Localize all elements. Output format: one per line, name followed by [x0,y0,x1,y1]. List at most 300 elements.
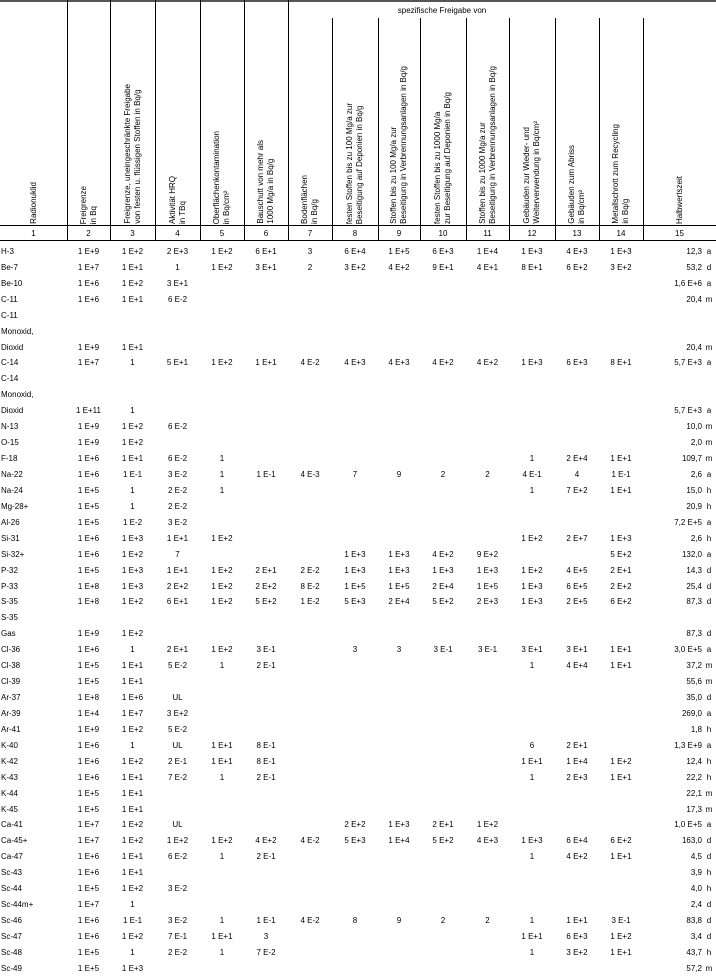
column-number: 3 [130,229,135,238]
half-life-unit: m [705,661,713,671]
table-cell-value: 1 E+6 [77,868,100,878]
table-cell-value: 1 E+2 [211,358,233,368]
column-header [110,18,155,224]
table-cell-value: 2 [307,262,313,272]
table-cell-value: 1 E+3 [121,533,144,543]
table-cell-value: UL [172,693,183,703]
column-header [244,18,288,224]
table-cell-value: 1 E+11 [76,406,101,416]
table-cell-value: 3 E-2 [167,884,188,894]
table-cell-value: 6 E-2 [167,294,188,304]
radionuclide-name: Ca-45+ [1,836,28,846]
table-cell-value: 4 E+2 [566,852,588,862]
table-cell-value: 6 E+1 [166,597,189,607]
table-cell-value: 1 E+3 [388,565,410,575]
table-cell-value: 1 E+6 [77,470,100,479]
half-life-value: 1,3 E+9 [674,740,702,750]
half-life-value: 22,1 [686,788,702,798]
table-cell-value: 1 E+6 [77,294,100,304]
table-cell-value: 2 E-1 [167,756,188,766]
table-cell-value: 2 E+2 [255,581,277,591]
table-cell-value: 3 E-2 [167,916,188,926]
radionuclide-name: Sc-47 [1,931,22,941]
table-cell-value: 4 E+3 [476,836,499,846]
table-cell-value: 4 [574,470,580,479]
half-life-unit: a [706,358,712,368]
table-row [0,754,716,770]
table-row [0,929,716,945]
table-cell-value: 2 [440,470,446,479]
table-cell-value: 1 E+9 [77,246,100,256]
half-life-unit: h [706,772,712,782]
column-header-label: Gebäuden zum Abriss in Bq/cm² [567,145,586,224]
half-life-value: 5,7 E+3 [674,406,702,416]
table-cell-value: 1 [529,485,535,495]
table-cell-value: 6 E-2 [167,454,188,464]
table-cell-value: 1 E-1 [122,470,143,479]
table-row [0,961,716,977]
table-row [0,419,716,435]
table-cell-value: 1 E+2 [166,836,189,846]
half-life-unit: d [706,916,712,926]
table-cell-value: 1 E+1 [166,565,189,575]
table-cell-value: 1 E+1 [121,342,144,352]
table-cell-value: 3 E+1 [255,262,277,272]
table-cell-value: 1 E+1 [121,804,144,814]
table-cell-value: 6 E-2 [167,852,188,862]
table-cell-value: 5 E+1 [166,358,189,368]
table-cell-value: 5 E+2 [432,836,454,846]
table-cell-value: 1 E+2 [121,549,144,559]
table-cell-value: 2 E-2 [167,501,188,511]
table-cell-value: 1 E+2 [211,246,233,256]
table-cell-value: 1 E+1 [211,931,233,941]
table-cell-value: 1 E+9 [77,438,100,448]
half-life-value: 87,3 [686,597,702,607]
column-header-label: festen Stoffen bis zu 1000 Mg/a zur Beseitigung auf Deponien in Bq/g [433,91,452,224]
table-cell-value: 7 E-1 [167,931,188,941]
table-cell-value: 1 E+7 [121,708,144,718]
table-cell-value: 1 E+2 [121,629,144,639]
half-life-unit: h [706,884,712,894]
half-life-unit: m [705,788,713,798]
table-cell-value: 1 E+7 [77,820,100,830]
table-cell-value: 1 E+6 [77,740,100,750]
table-row [0,563,716,579]
table-cell-value: 4 E+2 [432,358,454,368]
table-cell-value: 1 [219,470,225,479]
half-life-unit: a [706,708,712,718]
half-life-value: 4,5 [690,852,702,862]
table-cell-value: 1 E+5 [77,963,100,973]
table-cell-value: 1 E+3 [521,246,543,256]
table-cell-value: 1 E+5 [77,565,100,575]
column-number: 10 [438,229,448,238]
table-cell-value: 1 E+3 [610,246,632,256]
half-life-unit: d [706,565,712,575]
half-life-value: 17,3 [686,804,702,814]
table-row [0,499,716,515]
table-cell-value: 1 E+5 [77,884,100,894]
half-life-unit: m [705,438,713,448]
table-cell-value: 1 [219,485,225,495]
table-cell-value: 2 E+4 [432,581,454,591]
table-cell-value: 6 E+1 [255,246,277,256]
table-cell-value: 1 [219,916,225,926]
radionuclide-name: Sc-43 [1,868,22,878]
column-number: 14 [616,229,626,238]
column-number: 12 [527,229,537,238]
table-cell-value: 9 [396,470,402,479]
half-life-unit: h [706,724,712,734]
table-cell-value: 1 [130,947,135,957]
half-life-value: 12,4 [686,756,702,766]
column-header [155,18,200,224]
half-life-value: 2,4 [690,900,702,910]
half-life-value: 87,3 [686,629,702,639]
column-number: 11 [483,229,492,238]
table-cell-value: 4 E+2 [388,262,410,272]
table-cell-value: 1 E+1 [521,931,543,941]
column-header-label: Aktivität HRQ in TBq [167,175,187,224]
table-cell-value: 2 E+5 [566,597,588,607]
radionuclide-name: Ar-37 [1,693,21,703]
table-row [0,435,716,451]
table-cell-value: 9 E+2 [476,549,499,559]
column-header-label: Halbwertszeit [674,175,684,224]
table-cell-value: 1 E+6 [77,772,100,782]
table-cell-value: 1 E+3 [521,581,543,591]
half-life-value: 55,6 [686,677,702,687]
table-cell-value: 1 [529,916,535,926]
table-cell-value: 2 [485,470,490,479]
table-cell-value: 6 E+3 [566,358,588,368]
half-life-unit: d [706,852,712,862]
table-cell-value: 1 E+1 [121,677,144,687]
table-cell-value: 1 E-1 [122,916,143,926]
table-cell-value: 1 E-1 [611,470,631,479]
table-cell-value: 1 E+3 [344,549,366,559]
table-cell-value: 1 E-1 [256,470,276,479]
table-cell-value: 2 E+1 [166,645,189,655]
table-row [0,451,716,467]
table-cell-value: 3 E+2 [344,262,366,272]
half-life-unit: m [705,294,713,304]
table-cell-value: 1 E-2 [300,597,320,607]
half-life-unit: d [706,931,712,941]
half-life-value: 20,9 [686,501,702,511]
half-life-value: 132,0 [681,549,702,559]
table-cell-value: 1 E+5 [77,501,100,511]
table-cell-value: 2 E+2 [610,581,632,591]
table-top-border [0,0,716,2]
column-header [332,18,378,224]
table-cell-value: 1 E+6 [77,852,100,862]
table-row [0,674,716,690]
table-cell-value: 2 E+3 [566,772,588,782]
table-cell-value: 1 E+2 [610,931,632,941]
table-cell-value: 1 E+2 [521,533,543,543]
table-cell-value: 1 E+4 [77,708,100,718]
column-header [0,18,67,224]
table-cell-value: 2 [440,916,446,926]
table-cell-value: 1 E+9 [77,629,100,639]
radionuclide-name: K-42 [1,756,18,766]
radionuclide-name: H-3 [1,246,14,256]
table-cell-value: 2 E-2 [167,485,188,495]
radionuclide-name: Ca-41 [1,820,23,830]
table-row [0,610,716,642]
table-row [0,260,716,276]
half-life-unit: h [706,868,712,878]
table-cell-value: 1 [219,947,225,957]
table-cell-value: 6 E+5 [566,581,588,591]
table-cell-value: 1 E+3 [388,549,410,559]
table-cell-value: 3 E+2 [166,708,189,718]
half-life-unit: d [706,836,712,846]
radionuclide-name: P-33 [1,581,18,591]
half-life-unit: m [705,422,713,432]
table-cell-value: 7 E-2 [256,947,276,957]
table-row [0,865,716,881]
half-life-value: 4,0 [690,884,702,894]
table-cell-value: 1 E+2 [121,884,144,894]
half-life-value: 20,4 [686,294,702,304]
table-cell-value: 4 E+2 [476,358,499,368]
table-cell-value: 2 E+2 [344,820,366,830]
table-cell-value: 5 E-2 [167,661,188,671]
table-cell-value: 8 E-1 [256,756,276,766]
table-cell-value: 1 E+6 [77,454,100,464]
table-cell-value: 1 [529,852,535,862]
column-number: 2 [86,229,91,238]
half-life-unit: m [705,342,713,352]
table-row [0,706,716,722]
table-cell-value: 1 E+1 [121,294,144,304]
table-cell-value: 8 [352,916,358,926]
table-cell-value: 1 E+1 [610,661,632,671]
half-life-unit: h [706,533,712,543]
table-cell-value: 1 E+1 [121,661,144,671]
table-cell-value: 1 E+9 [77,422,100,432]
table-cell-value: 5 E+3 [344,836,366,846]
table-cell-value: 3 E+2 [610,262,632,272]
table-row [0,833,716,849]
table-cell-value: 1 [529,454,535,464]
table-cell-value: 6 E+3 [566,931,588,941]
half-life-value: 5,7 E+3 [674,358,702,368]
radionuclide-name: Si-32+ [1,549,25,559]
table-row [0,292,716,308]
table-cell-value: 3 E-2 [167,517,188,527]
table-cell-value: 1 E+2 [211,597,233,607]
column-number: 8 [352,229,358,238]
table-cell-value: 3 [396,645,402,655]
table-cell-value: 1 E+3 [521,597,543,607]
table-cell-value: 1 E+5 [77,788,100,798]
table-cell-value: 5 E-2 [167,724,188,734]
column-header-label: Stoffen bis zu 1000 Mg/a zur Beseitigung in Verbrennungsanlagen in Bq/g [477,66,497,224]
table-cell-value: 3 [352,645,358,655]
table-cell-value: 1 E+5 [77,517,100,527]
half-life-value: 1,8 [690,724,702,734]
table-cell-value: 1 E+6 [77,549,100,559]
table-cell-value: 4 E+3 [388,358,410,368]
table-cell-value: 4 E-2 [300,916,320,926]
table-row [0,897,716,913]
radionuclide-name: N-13 [1,422,19,432]
half-life-unit: m [705,454,713,464]
column-header-label: Oberflächenkontamination in Bq/cm² [212,130,231,224]
half-life-value: 163,0 [681,836,702,846]
table-cell-value: 1 E+2 [211,836,233,846]
table-cell-value: 6 E+4 [566,836,588,846]
radionuclide-name: Sc-46 [1,916,22,926]
table-cell-value: 1 E+1 [211,740,233,750]
column-header-label: Freigrenze in Bq [78,185,98,224]
table-cell-value: 1 E+7 [77,358,100,368]
column-header [509,18,555,224]
table-cell-value: 1 E-2 [122,517,143,527]
table-cell-value: 1 E+3 [610,533,632,543]
table-cell-value: 1 [219,454,225,464]
table-cell-value: 1 E+9 [77,724,100,734]
radionuclide-name: Sc-44 [1,884,22,894]
table-cell-value: 1 E+1 [211,756,233,766]
table-row [0,658,716,674]
radionuclide-name: K-43 [1,772,18,782]
header-divider [0,225,716,226]
table-row [0,690,716,706]
table-cell-value: 4 E-3 [300,470,320,479]
table-cell-value: 2 [485,916,490,926]
table-cell-value: 1 E+1 [610,645,632,655]
table-row [0,738,716,754]
table-cell-value: 6 E-2 [167,422,188,432]
half-life-value: 3,4 [690,931,702,941]
table-cell-value: 1 E-1 [256,916,276,926]
table-cell-value: 1 E+2 [121,820,144,830]
table-cell-value: 1 E+5 [77,661,100,671]
radionuclide-name: Cl-38 [1,661,21,671]
table-cell-value: 1 E+5 [77,485,100,495]
table-cell-value: 1 E+4 [388,836,410,846]
half-life-unit: m [705,963,713,973]
table-cell-value: 1 [219,772,225,782]
half-life-value: 269,0 [681,708,702,718]
table-cell-value: 3 E-1 [611,916,631,926]
table-cell-value: 1 E+1 [121,788,144,798]
column-number: 9 [396,229,402,238]
table-cell-value: 1 E+3 [476,565,499,575]
table-cell-value: 9 [396,916,402,926]
half-life-value: 20,4 [686,342,702,352]
table-row [0,244,716,260]
table-cell-value: 1 [130,740,135,750]
column-number: 7 [307,229,313,238]
table-cell-value: 8 E+1 [521,262,543,272]
half-life-value: 2,6 [690,533,702,543]
table-cell-value: 1 E+5 [388,246,410,256]
half-life-value: 109,7 [681,454,702,464]
table-cell-value: 2 E+3 [476,597,499,607]
table-cell-value: 4 E-2 [300,358,320,368]
radionuclide-name: Na-22 [1,470,23,479]
radionuclide-name: Sc-49 [1,963,22,973]
column-header [643,18,716,224]
table-row [0,802,716,818]
table-cell-value: 4 E+5 [566,565,588,575]
table-cell-value: 6 [529,740,535,750]
table-cell-value: 6 E+2 [610,836,632,846]
table-cell-value: 1 E+2 [121,278,144,288]
table-cell-value: 3 E-1 [433,645,453,655]
table-cell-value: 7 E+2 [566,485,588,495]
half-life-value: 2,0 [690,438,702,448]
table-cell-value: 6 E+2 [610,597,632,607]
table-cell-value: 4 E-2 [300,836,320,846]
radionuclide-name: Cl-36 [1,645,21,655]
table-cell-value: 1 E+2 [211,533,233,543]
table-cell-value: 1 E+1 [610,454,632,464]
radionuclide-name: Mg-28+ [1,501,29,511]
table-row [0,786,716,802]
table-cell-value: 1 [219,852,225,862]
table-cell-value: 2 E-1 [256,661,276,671]
half-life-unit: h [706,756,712,766]
radionuclide-name: P-32 [1,565,18,575]
half-life-unit: a [706,645,712,655]
table-cell-value: 1 E+1 [121,852,144,862]
table-cell-value: 1 E+2 [476,820,499,830]
table-row [0,579,716,595]
half-life-unit: d [706,693,712,703]
table-cell-value: 4 E+4 [566,661,588,671]
table-cell-value: 1 E+6 [77,533,100,543]
table-cell-value: 5 E+2 [255,597,277,607]
table-cell-value: 5 E+3 [344,597,366,607]
table-cell-value: 1 E+3 [121,963,144,973]
table-cell-value: 1 E+3 [521,836,543,846]
table-cell-value: 1 E+8 [77,581,100,591]
half-life-value: 1,6 E+6 [674,278,702,288]
table-cell-value: 1 E+1 [121,262,144,272]
table-cell-value: 1 E+2 [121,931,144,941]
radionuclide-name: Ar-41 [1,724,21,734]
radionuclide-name: C-14 [1,358,19,368]
half-life-unit: a [706,278,712,288]
table-cell-value: 1 [175,262,180,272]
half-life-unit: d [706,262,712,272]
half-life-value: 2,6 [690,470,702,479]
column-header [420,18,466,224]
table-row [0,722,716,738]
table-cell-value: 1 E+6 [77,278,100,288]
table-cell-value: 1 E+5 [77,804,100,814]
half-life-unit: d [706,629,712,639]
table-row [0,547,716,563]
half-life-value: 35,0 [686,693,702,703]
table-cell-value: 3 E-1 [477,645,498,655]
column-header-label: Bodenflächen in Bq/g [300,175,319,224]
half-life-unit: h [706,501,712,511]
table-row [0,515,716,531]
table-row [0,881,716,897]
table-cell-value: 2 E+4 [566,454,588,464]
table-cell-value: 1 E+7 [77,836,100,846]
table-cell-value: 2 E+1 [255,565,277,575]
half-life-value: 43,7 [686,947,702,957]
